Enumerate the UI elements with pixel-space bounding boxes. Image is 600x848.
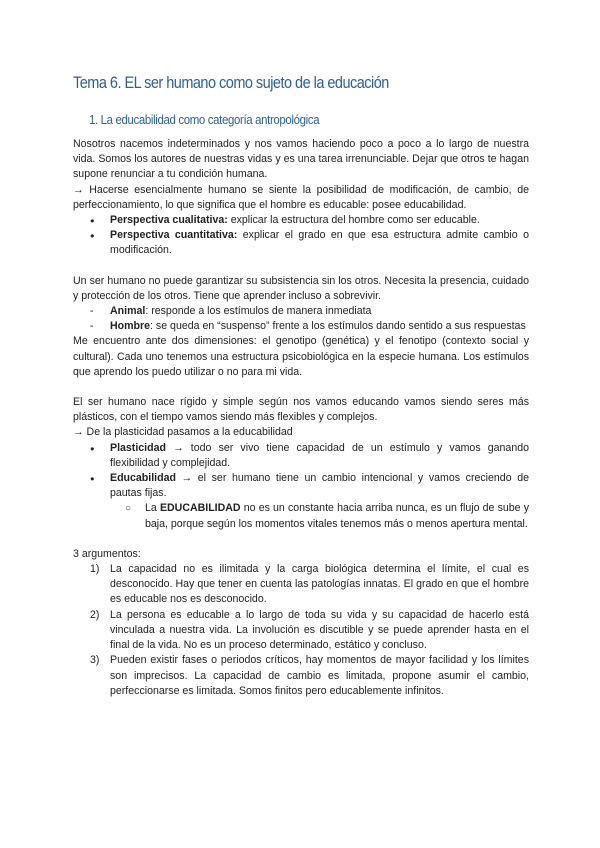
list-item: [73, 228, 529, 258]
list-item-text: → todo ser vivo tiene capacidad de un estímulo y vamos ganando flexibilidad y complejidad.: [110, 441, 529, 469]
list-item: [73, 304, 529, 319]
list-item-term: Perspectiva cualitativa:: [110, 214, 228, 227]
page-title: Tema 6. EL ser humano como sujeto de la educación: [73, 74, 389, 92]
list-item-text: : se queda en “suspenso” frente a los estímulos dando sentido a sus respuestas: [150, 320, 526, 333]
paragraph: 3 argumentos:: [73, 547, 141, 560]
list-number: 2): [90, 608, 100, 621]
list-item-text: no es un constante hacia arriba nunca, es un flujo de sube y baja, porque según los momentos vitales tenemos más o menos apertura mental.: [145, 502, 529, 530]
list-item-prefix: La: [145, 502, 160, 515]
paragraph: El ser humano nace rígido y simple según nos vamos educando vamos siendo seres más plásticos, con el tiempo vamos siendo más flexibles y complejos.: [73, 396, 529, 424]
list-item: [73, 213, 529, 228]
list-item-text: La persona es educable a lo largo de toda su vida y su capacidad de hacerlo está vinculada a nuestra vida. La involución es discutible y se puede aprender hasta en el final de la vida. No es un proceso determinado, estático y concluso.: [110, 608, 529, 652]
paragraph: Un ser humano no puede garantizar su subsistencia sin los otros. Necesita la presencia, cuidado y protección de los otros. Tiene que aprender incluso a sobrevivir.: [73, 274, 529, 302]
paragraph: Nosotros nacemos indeterminados y nos vamos haciendo poco a poco a lo largo de nuestra vida. Somos los autores de nuestras vidas y es una tarea irrenunciable. Dejar que otros te hagan supone renunciar a tu condición humana.: [73, 138, 529, 181]
document-body: [73, 137, 529, 699]
paragraph: → De la plasticidad pasamos a la educabilidad: [73, 426, 293, 439]
bullet-list: [73, 441, 529, 532]
list-item-term: Perspectiva cuantitativa:: [110, 229, 238, 242]
list-item-text: : responde a los estímulos de manera inmediata: [145, 305, 372, 318]
list-item-text: → el ser humano tiene un cambio intencional y vamos creciendo de pautas fijas.: [110, 472, 529, 500]
list-item-text: explicar el grado en que esa estructura admite cambio o modificación.: [110, 229, 530, 257]
dash-list: [73, 304, 529, 334]
numbered-list: [73, 562, 529, 699]
paragraph: → Hacerse esencialmente humano se siente la posibilidad de modificación, de cambio, de perfeccionamiento, lo que significa que el hombre es educable: posee educabilidad.: [73, 183, 529, 211]
list-item: [73, 441, 529, 471]
list-item-text: explicar la estructura del hombre como ser educable.: [227, 214, 480, 227]
list-item-term: Plasticidad: [110, 441, 166, 454]
list-item-text: Pueden existir fases o periodos críticos, hay momentos de mayor facilidad y los límites son imprecisos. La capacidad de cambio es limitada, propone asumir el cambio, perfeccionarse es limitada. Somos finitos pero educablemente infinitos.: [110, 654, 529, 697]
list-item-term: Educabilidad: [110, 472, 176, 485]
sub-list-item: [73, 501, 529, 531]
list-item: [73, 319, 529, 334]
list-item: [73, 471, 529, 501]
list-item: [73, 562, 529, 608]
list-number: 1): [90, 563, 100, 576]
list-item-term: Animal: [110, 305, 146, 318]
paragraph: Me encuentro ante dos dimensiones: el genotipo (genética) y el fenotipo (contexto social y cultural). Cada uno tenemos una estructura psicobiológica en la especie humana. Los estímulos que aprendo los puedo utilizar o no para mi vida.: [73, 335, 529, 378]
list-number: 3): [90, 654, 100, 667]
list-item-text: La capacidad no es ilimitada y la carga biológica determina el límite, el cual es desconocido. Hay que tener en cuenta las patologías innatas. El grado en que el hombre es educable nos es desconocido.: [110, 563, 529, 606]
list-item: [73, 608, 529, 654]
list-item-term: EDUCABILIDAD: [159, 502, 241, 515]
section-heading: 1. La educabilidad como categoría antropológica: [89, 112, 320, 127]
list-item: [73, 653, 529, 699]
bullet-list: [73, 213, 529, 259]
list-item-term: Hombre: [110, 320, 151, 333]
